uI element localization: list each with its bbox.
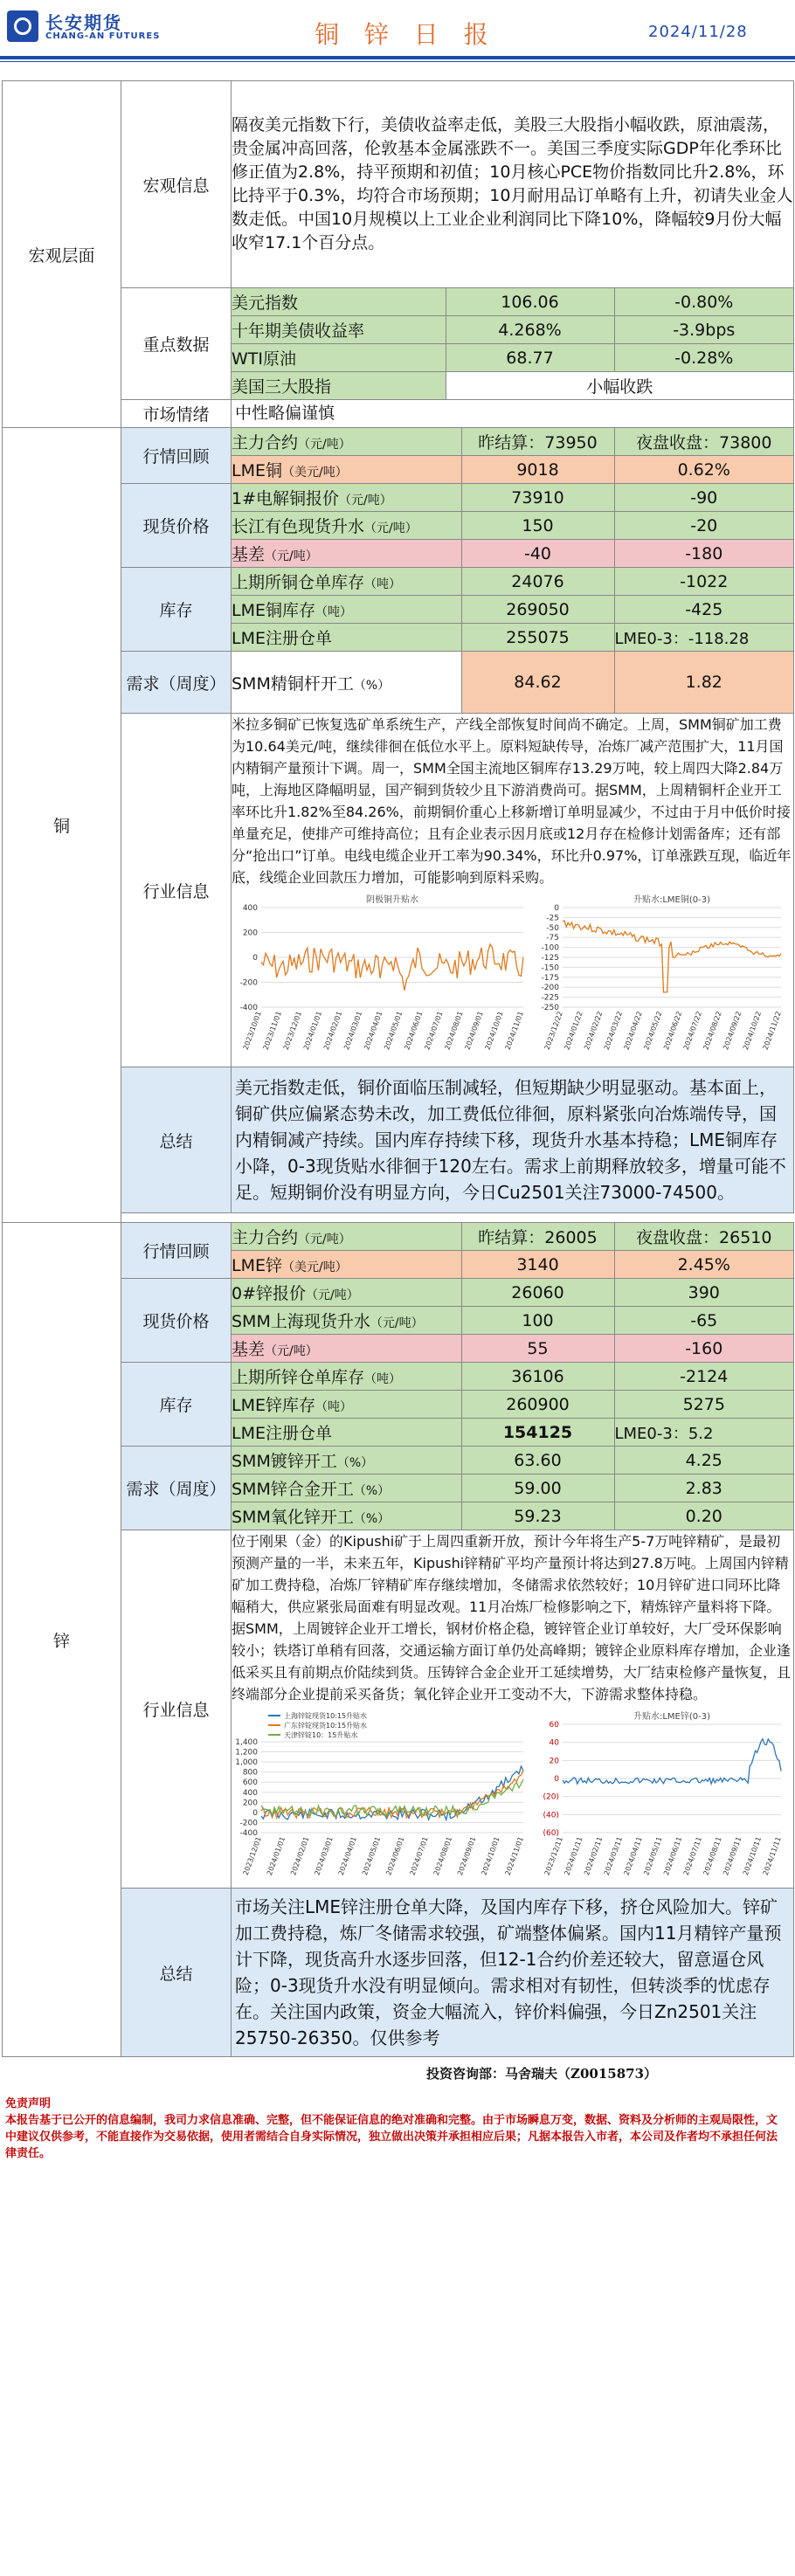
copper-spot-name: 1#电解铜报价（元/吨） [232, 484, 461, 512]
logo-english: CHANG-AN FUTURES [45, 31, 161, 41]
y-tick-label: -125 [541, 954, 559, 963]
zinc-stock-value: 154125 [461, 1419, 614, 1447]
key-data-change: -0.80% [614, 288, 793, 316]
x-tick-label: 2024/06/01 [384, 1835, 406, 1877]
copper-stock-name: LME注册仓单 [232, 624, 461, 652]
key-data-row [232, 344, 793, 372]
copper-night-close: 夜盘收盘：73800 [614, 428, 793, 456]
table-row [232, 1391, 793, 1419]
zinc-lme-name: LME锌（美元/吨） [232, 1251, 461, 1279]
copper-demand-value: 84.62 [461, 652, 614, 713]
zinc-demand-table [232, 1447, 793, 1530]
copper-demand-table [232, 652, 793, 713]
key-data-change: -3.9bps [614, 316, 793, 344]
series-line [563, 1739, 781, 1784]
x-tick-label: 2024/01/01 [301, 1010, 324, 1052]
y-tick-label: (60) [543, 1829, 559, 1838]
series-line [261, 944, 523, 991]
x-tick-label: 2024/04/22 [622, 1010, 644, 1052]
chart-title: 阴极铜升贴水 [366, 895, 418, 905]
zinc-demand-label: 需求（周度） [121, 1447, 232, 1530]
zinc-demand-change: 2.83 [614, 1474, 793, 1502]
zinc-stock-table [232, 1363, 793, 1446]
x-tick-label: 2024/07/22 [681, 1010, 703, 1052]
copper-industry-cell [232, 714, 794, 1067]
x-tick-label: 2024/10/11 [741, 1835, 764, 1877]
section-macro: 宏观层面 [3, 81, 121, 428]
zinc-industry-cell [232, 1530, 794, 1889]
y-tick-label: 600 [242, 1778, 258, 1788]
logo-chinese: 长安期货 [45, 12, 122, 33]
zinc-stock-change: 5275 [614, 1391, 793, 1419]
table-row [232, 596, 793, 624]
key-data-name: 美国三大股指 [232, 372, 446, 400]
copper-spot-name: 长江有色现货升水（元/吨） [232, 512, 461, 540]
y-tick-label: -200 [239, 1819, 258, 1828]
copper-demand-name: SMM精铜杆开工（%） [232, 652, 461, 713]
y-tick-label: 0 [252, 954, 258, 963]
zinc-stock-name: LME注册仓单 [232, 1419, 461, 1447]
zinc-spot-table [232, 1279, 793, 1362]
header-divider-thin [0, 61, 795, 62]
table-row [232, 540, 793, 568]
zinc-summary-label: 总结 [121, 1889, 232, 2057]
report-date: 2024/11/28 [648, 23, 748, 41]
key-data-change: -0.28% [614, 344, 793, 372]
sentiment-value: 中性略偏谨慎 [232, 400, 794, 428]
x-tick-label: 2024/07/11 [681, 1835, 703, 1877]
y-tick-label: -200 [541, 984, 559, 993]
macro-info-label: 宏观信息 [121, 81, 232, 288]
copper-lme-value: 9018 [461, 456, 614, 484]
zinc-demand-value: 63.60 [461, 1447, 614, 1474]
zinc-lme-spread-chart [533, 1709, 786, 1883]
copper-demand-label: 需求（周度） [121, 652, 232, 714]
key-data-table [232, 288, 793, 399]
zinc-premium-chart [232, 1709, 529, 1883]
copper-spot-table [232, 484, 793, 567]
table-row [232, 1279, 793, 1307]
x-tick-label: 2024/07/01 [423, 1010, 445, 1052]
x-tick-label: 2024/03/01 [313, 1835, 335, 1877]
copper-lme-spread-svg [533, 892, 786, 1058]
zinc-lme-value: 3140 [461, 1251, 614, 1279]
copper-summary-text: 美元指数走低，铜价面临压制减轻，但短期缺少明显驱动。基本面上，铜矿供应偏紧态势未改，加工费低位徘徊，原料紧张向冶炼端传导，国内精铜减产持续。国内库存持续下移，现货升水基本持稳；LME铜库存小降，0-3现货贴水徘徊于120左右。需求上前期释放较多，增量可能不足。短期铜价没有明显方向，今日Cu2501关注73000-74500。 [232, 1067, 794, 1213]
y-tick-label: -400 [239, 1004, 258, 1012]
legend-label: 上海锌锭现货10:15升贴水 [284, 1712, 368, 1720]
copper-lme-spread-chart [533, 892, 786, 1058]
zinc-charts [232, 1709, 793, 1888]
copper-premium-chart [232, 892, 529, 1058]
legend-label: 广东锌锭现货10:15升贴水 [284, 1722, 368, 1730]
zinc-demand-value: 59.23 [461, 1502, 614, 1530]
zinc-night-close: 夜盘收盘：26510 [614, 1223, 793, 1251]
x-tick-label: 2024/08/01 [443, 1010, 465, 1052]
y-tick-label: -400 [239, 1829, 258, 1838]
header-divider [0, 56, 795, 59]
y-tick-label: -50 [546, 923, 559, 933]
zinc-lme-spread-svg [533, 1709, 786, 1883]
copper-stock-change: -425 [614, 596, 793, 624]
copper-lme-change: 0.62% [614, 456, 793, 484]
y-tick-label: -100 [541, 943, 559, 953]
y-tick-label: 800 [242, 1768, 258, 1778]
zinc-demand-value: 59.00 [461, 1474, 614, 1502]
copper-industry-label: 行业信息 [121, 714, 232, 1067]
zinc-basis-name: 基差（元/吨） [232, 1335, 461, 1363]
table-row [232, 1363, 793, 1391]
x-tick-label: 2023/12/01 [281, 1010, 304, 1052]
x-tick-label: 2024/11/01 [503, 1835, 525, 1877]
copper-spot-value: 73910 [461, 484, 614, 512]
table-row [232, 1335, 793, 1363]
company-logo-icon [7, 10, 38, 42]
series-line [563, 921, 781, 992]
zinc-spot-change: 390 [614, 1279, 793, 1307]
zinc-industry-label: 行业信息 [121, 1530, 232, 1889]
zinc-main-contract: 主力合约（元/吨） [232, 1223, 461, 1251]
copper-basis-value: -40 [461, 540, 614, 568]
copper-stock-name: 上期所铜仓单库存（吨） [232, 568, 461, 596]
copper-charts [232, 892, 793, 1067]
key-data-value: 68.77 [446, 344, 614, 372]
chart-title: 升贴水:LME锌(0-3) [633, 1712, 711, 1722]
analyst-credit: 投资咨询部：马舍瑞夫（Z0015873） [426, 2066, 658, 2082]
y-tick-label: 0 [252, 1808, 258, 1818]
zinc-review-table [232, 1223, 793, 1278]
y-tick-label: 200 [242, 1799, 258, 1808]
y-tick-label: 1,000 [235, 1758, 258, 1768]
y-tick-label: -250 [541, 1004, 559, 1012]
x-tick-label: 2024/05/01 [383, 1010, 404, 1052]
copper-stock-value: 24076 [461, 568, 614, 596]
y-tick-label: 400 [242, 904, 258, 913]
x-tick-label: 2024/10/22 [741, 1010, 764, 1052]
zinc-demand-name: SMM氧化锌开工（%） [232, 1502, 461, 1530]
copper-summary-label: 总结 [121, 1067, 232, 1213]
x-tick-label: 2024/09/01 [463, 1010, 485, 1052]
y-tick-label: -200 [239, 978, 258, 988]
x-tick-label: 2024/04/01 [336, 1835, 358, 1877]
zinc-spot-label: 现货价格 [121, 1279, 232, 1363]
x-tick-label: 2024/04/01 [363, 1010, 384, 1052]
zinc-stock-name: LME锌库存（吨） [232, 1391, 461, 1419]
table-row [232, 1447, 793, 1474]
x-tick-label: 2024/01/11 [563, 1835, 584, 1877]
sentiment-label: 市场情绪 [121, 400, 232, 428]
y-tick-label: -225 [541, 993, 559, 1003]
y-tick-label: 1,400 [235, 1738, 258, 1747]
zinc-demand-name: SMM锌合金开工（%） [232, 1474, 461, 1502]
x-tick-label: 2024/07/01 [408, 1835, 430, 1877]
copper-stock-table [232, 568, 793, 651]
x-tick-label: 2024/05/22 [642, 1010, 664, 1052]
x-tick-label: 2024/11/22 [761, 1010, 783, 1052]
copper-stock-value: 269050 [461, 596, 614, 624]
x-tick-label: 2023/12/01 [241, 1835, 263, 1877]
x-tick-label: 2024/09/22 [722, 1010, 743, 1052]
x-tick-label: 2024/06/22 [662, 1010, 684, 1052]
y-tick-label: 0 [554, 904, 559, 913]
y-tick-label: -150 [541, 963, 559, 973]
y-tick-label: 20 [549, 1757, 559, 1766]
key-data-value: 小幅收跌 [446, 372, 793, 400]
copper-main-contract: 主力合约（元/吨） [232, 428, 461, 456]
zinc-demand-change: 0.20 [614, 1502, 793, 1530]
x-tick-label: 2024/03/22 [602, 1010, 625, 1052]
report-table [2, 80, 794, 2057]
copper-settle: 昨结算：73950 [461, 428, 614, 456]
zinc-spot-name: SMM上海现货升水（元/吨） [232, 1307, 461, 1335]
zinc-basis-change: -160 [614, 1335, 793, 1363]
table-row [232, 1474, 793, 1502]
zinc-summary-text: 市场关注LME锌注册仓单大降，及国内库存下移，挤仓风险加大。锌矿加工费持稳，炼厂冬储需求较强，矿端整体偏紧。国内11月精锌产量预计下降，现货高升水逐步回落，但12-1合约价差还较大，留意逼仓风险；0-3现货升水没有明显倾向。需求相对有韧性，但转淡季的忧虑存在。关注国内政策，资金大幅流入，锌价料偏强，今日Zn2501关注25750-26350。仅供参考 [232, 1889, 794, 2057]
x-tick-label: 2024/10/01 [483, 1010, 505, 1052]
zinc-premium-svg [232, 1709, 529, 1883]
disclaimer-text: 本报告基于已公开的信息编制，我司力求信息准确、完整，但不能保证信息的绝对准确和完整。由于市场瞬息万变，数据、资料及分析师的主观局限性，文中建议仅供参考，不能直接作为交易依据，使用者需结合自身实际情况，独立做出决策并承担相应后果；凡据本报告入市者，本公司及作者均不承担任何法律责任。 [5, 2114, 778, 2160]
x-tick-label: 2024/09/01 [456, 1835, 478, 1877]
table-row [232, 624, 793, 652]
key-data-label: 重点数据 [121, 288, 232, 400]
x-tick-label: 2024/02/11 [583, 1835, 605, 1877]
key-data-name: 十年期美债收益率 [232, 316, 446, 344]
report-title: 铜 锌 日 报 [315, 20, 497, 49]
x-tick-label: 2024/06/01 [403, 1010, 425, 1052]
table-row [232, 652, 793, 713]
key-data-name: 美元指数 [232, 288, 446, 316]
y-tick-label: -25 [546, 914, 559, 923]
chart-title: 升贴水:LME铜(0-3) [633, 895, 711, 905]
x-tick-label: 2024/01/01 [265, 1835, 287, 1877]
copper-spot-value: 150 [461, 512, 614, 540]
x-tick-label: 2023/10/01 [241, 1010, 263, 1052]
y-tick-label: 1,200 [235, 1748, 258, 1758]
zinc-stock-change: LME0-3：5.2 [614, 1419, 793, 1447]
y-tick-label: -75 [546, 934, 559, 943]
zinc-stock-value: 36106 [461, 1363, 614, 1391]
x-tick-label: 2024/11/11 [761, 1835, 783, 1877]
table-row [232, 1502, 793, 1530]
copper-premium-svg [232, 892, 529, 1058]
copper-demand-change: 1.82 [614, 652, 793, 713]
table-row [232, 512, 793, 540]
legend-label: 天津锌锭10：15升贴水 [284, 1731, 358, 1739]
table-row [232, 1307, 793, 1335]
zinc-lme-change: 2.45% [614, 1251, 793, 1279]
zinc-stock-label: 库存 [121, 1363, 232, 1447]
copper-stock-change: LME0-3：-118.28 [614, 624, 793, 652]
key-data-value: 106.06 [446, 288, 614, 316]
key-data-row [232, 288, 793, 316]
copper-stock-label: 库存 [121, 568, 232, 652]
x-tick-label: 2024/03/01 [342, 1010, 364, 1052]
disclaimer-title: 免责声明 [5, 2097, 52, 2110]
table-row [232, 484, 793, 512]
x-tick-label: 2024/08/01 [432, 1835, 454, 1877]
copper-stock-change: -1022 [614, 568, 793, 596]
section-spacer [121, 1213, 794, 1223]
copper-industry-text: 米拉多铜矿已恢复选矿单系统生产，产线全部恢复时间尚不确定。上周，SMM铜矿加工费为10.64美元/吨，继续徘徊在低位水平上。原料短缺传导，冶炼厂减产范围扩大，11月国内精铜产量预计下调。周一，SMM全国主流地区铜库存13.29万吨，较上周四大降2.84万吨，上海地区降幅明显，国产铜到货较少且下游消费尚可。据SMM，上周精铜杆企业开工率环比升1.82%至84.26%，前期铜价重心上移新增订单明显减少，不过由于月中低价时接单量充足，使排产可维持高位；且有企业表示因月底或12月存在检修计划需备库；还有部分“抢出口”订单。电线电缆企业开工率为90.34%，环比升0.97%，订单涨跌互现，临近年底，线缆企业回款压力增加，可能影响到原料采购。 [232, 716, 792, 886]
table-row [232, 1419, 793, 1447]
x-tick-label: 2024/03/11 [602, 1835, 625, 1877]
x-tick-label: 2024/01/22 [563, 1010, 584, 1052]
y-tick-label: 0 [554, 1775, 559, 1784]
copper-lme-name: LME铜（美元/吨） [232, 456, 461, 484]
x-tick-label: 2023/12/22 [543, 1010, 564, 1052]
copper-stock-name: LME铜库存（吨） [232, 596, 461, 624]
x-tick-label: 2024/05/11 [642, 1835, 664, 1877]
macro-info-text: 隔夜美元指数下行，美债收益率走低，美股三大股指小幅收跌，原油震荡，贵金属冲高回落，伦敦基本金属涨跌不一。美国三季度实际GDP年化季环比修正值为2.8%，持平预期和初值；10月核心PCE物价指数同比升2.8%，环比持平于0.3%，均符合市场预期；10月耐用品订单略有上升，初请失业金人数走低。中国10月规模以上工业企业利润同比下降10%，降幅较9月份大幅收窄17.1个百分点。 [232, 81, 794, 288]
zinc-settle: 昨结算：26005 [461, 1223, 614, 1251]
copper-basis-name: 基差（元/吨） [232, 540, 461, 568]
copper-basis-change: -180 [614, 540, 793, 568]
copper-review-table [232, 428, 793, 483]
x-tick-label: 2024/05/01 [361, 1835, 383, 1877]
key-data-value: 4.268% [446, 316, 614, 344]
y-tick-label: (20) [543, 1792, 559, 1802]
zinc-stock-name: 上期所锌仓单库存（吨） [232, 1363, 461, 1391]
section-zinc: 锌 [3, 1223, 121, 2057]
x-tick-label: 2024/02/22 [583, 1010, 605, 1052]
zinc-stock-value: 260900 [461, 1391, 614, 1419]
zinc-demand-change: 4.25 [614, 1447, 793, 1474]
x-tick-label: 2023/11/01 [261, 1010, 283, 1052]
report-header [0, 0, 795, 80]
key-data-name: WTI原油 [232, 344, 446, 372]
y-tick-label: 400 [242, 1788, 258, 1798]
zinc-spot-value: 26060 [461, 1279, 614, 1307]
x-tick-label: 2024/02/01 [321, 1010, 344, 1052]
x-tick-label: 2024/08/11 [702, 1835, 723, 1877]
x-tick-label: 2023/12/11 [543, 1835, 564, 1877]
zinc-stock-change: -2124 [614, 1363, 793, 1391]
x-tick-label: 2024/02/01 [289, 1835, 311, 1877]
x-tick-label: 2024/09/11 [722, 1835, 743, 1877]
x-tick-label: 2024/06/11 [662, 1835, 684, 1877]
zinc-review-label: 行情回顾 [121, 1223, 232, 1279]
x-tick-label: 2024/11/01 [503, 1010, 525, 1052]
x-tick-label: 2024/10/01 [480, 1835, 501, 1877]
copper-review-label: 行情回顾 [121, 428, 232, 484]
zinc-demand-name: SMM镀锌开工（%） [232, 1447, 461, 1474]
zinc-basis-value: 55 [461, 1335, 614, 1363]
copper-spot-change: -20 [614, 512, 793, 540]
y-tick-label: 60 [549, 1721, 559, 1730]
zinc-industry-text: 位于刚果（金）的Kipushi矿于上周四重新开放，预计今年将生产5-7万吨锌精矿，是最初预测产量的一半，未来五年，Kipushi锌精矿平均产量预计将达到27.8万吨。上周国内锌精矿加工费持稳，冶炼厂锌精矿库存继续增加，冬储需求依然较好；10月锌矿进口同环比降幅稍大，供应紧张局面难有明显改观。11月冶炼厂检修影响之下，精炼锌产量料将下降。据SMM，上周镀锌企业开工增长，钢材价格企稳，镀锌管企业订单较好，大厂受环保影响较小；铁塔订单稍有回落，交通运输方面订单仍处高峰期；镀锌企业原料库存增加，企业逢低采买且有前期点价陆续到货。压铸锌合金企业开工延续增势，大厂结束检修产量恢复，且终端部分企业提前采买备货；氧化锌企业开工变动不大，下游需求整体持稳。 [232, 1533, 792, 1702]
zinc-spot-name: 0#锌报价（元/吨） [232, 1279, 461, 1307]
copper-spot-label: 现货价格 [121, 484, 232, 568]
zinc-spot-change: -65 [614, 1307, 793, 1335]
y-tick-label: 200 [242, 929, 258, 938]
y-tick-label: 40 [549, 1738, 559, 1748]
y-tick-label: -175 [541, 973, 559, 983]
x-tick-label: 2024/08/22 [702, 1010, 723, 1052]
copper-stock-value: 255075 [461, 624, 614, 652]
x-tick-label: 2024/04/11 [622, 1835, 644, 1877]
zinc-spot-value: 100 [461, 1307, 614, 1335]
section-copper: 铜 [3, 428, 121, 1223]
copper-spot-change: -90 [614, 484, 793, 512]
disclaimer [5, 2096, 787, 2162]
y-tick-label: (40) [543, 1811, 559, 1820]
key-data-row [232, 372, 793, 400]
table-row [232, 568, 793, 596]
key-data-row [232, 316, 793, 344]
